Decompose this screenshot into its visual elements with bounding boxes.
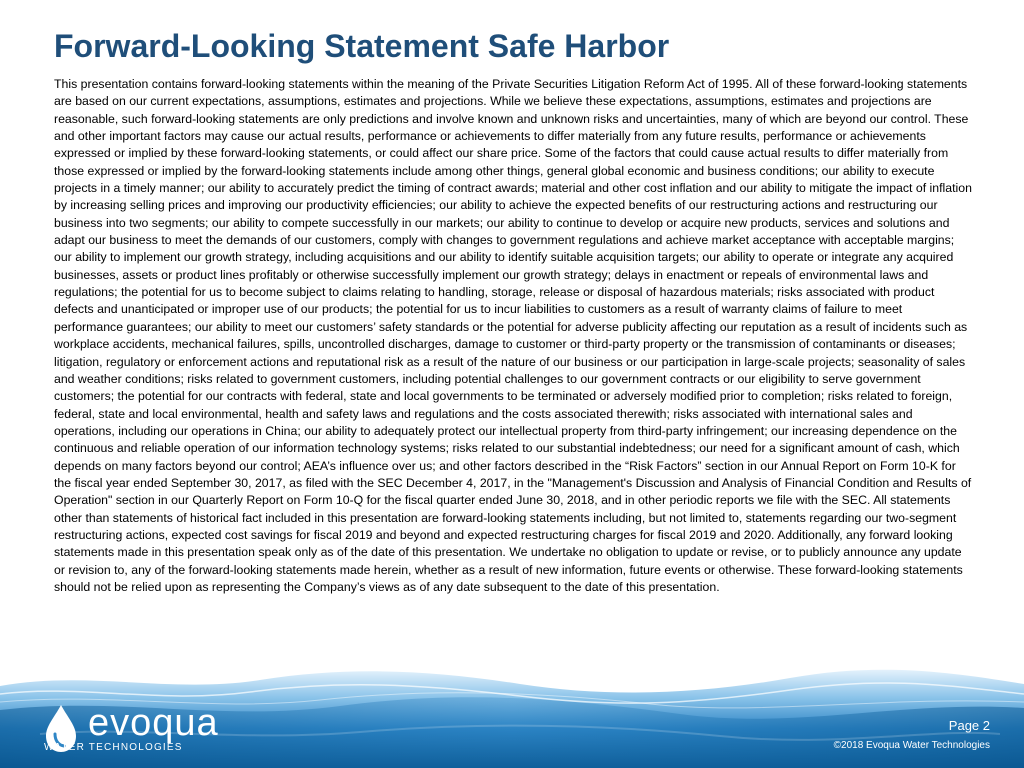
logo-wordmark: evoqua <box>88 702 219 744</box>
evoqua-logo <box>44 704 274 756</box>
safe-harbor-body-text: This presentation contains forward-looking statements within the meaning of the Private Securities Litigation Reform Act of 1995. All of these forward-looking statements are based on our current expectations, assumptions, estimates and projections. While we believe these expectations, assumptions, estimates and projections are reasonable, such forward-looking statements are only predictions and involve known and unknown risks and uncertainties, many of which are beyond our control. These and other important factors may cause our actual results, performance or achievements to differ materially from any future results, performance or achievements expressed or implied by these forward-looking statements, or could affect our share price. Some of the factors that could cause actual results to differ materially from those expressed or implied by the forward-looking statements include among other things, general global economic and business conditions; our ability to execute projects in a timely manner; our ability to accurately predict the timing of contract awards; material and other cost inflation and our ability to mitigate the impact of inflation by increasing selling prices and improving our productivity efficiencies; our ability to achieve the expected benefits of our restructuring actions and restructuring our business into two segments; our ability to compete successfully in our markets; our ability to continue to develop or acquire new products, services and solutions and adapt our business to meet the demands of our customers, comply with changes to government regulations and achieve market acceptance with acceptable margins; our ability to implement our growth strategy, including acquisitions and our ability to identify suitable acquisition targets; our ability to operate or integrate any acquired businesses, assets or product lines profitably or otherwise successfully implement our growth strategy; delays in enactment or repeals of environmental laws and regulations; the potential for us to become subject to claims relating to handling, storage, release or disposal of hazardous materials; risks associated with product defects and unanticipated or improper use of our products; the potential for us to incur liabilities to customers as a result of warranty claims of failure to meet performance guarantees; our ability to meet our customers’ safety standards or the potential for adverse publicity affecting our reputation as a result of incidents such as workplace accidents, mechanical failures, spills, uncontrolled discharges, damage to customer or third-party property or the transmission of contaminants or diseases; litigation, regulatory or enforcement actions and reputational risk as a result of the nature of our business or our participation in large-scale projects; seasonality of sales and weather conditions; risks related to government customers, including potential challenges to our government contracts or our eligibility to serve government customers; the potential for our contracts with federal, state and local governments to be terminated or adversely modified prior to completion; risks related to foreign, federal, state and local environmental, health and safety laws and regulations and the costs associated therewith; risks associated with international sales and operations, including our operations in China; our ability to adequately protect our intellectual property from third-party infringement; our increasing dependence on the continuous and reliable operation of our information technology systems; risks related to our substantial indebtedness; our need for a significant amount of cash, which depends on many factors beyond our control; AEA’s influence over us; and other factors described in the “Risk Factors” section in our Annual Report on Form 10-K for the fiscal year ended September 30, 2017, as filed with the SEC December 4, 2017, in the "Management's Discussion and Analysis of Financial Condition and Results of Operation" section in our Quarterly Report on Form 10-Q for the fiscal quarter ended June 30, 2018, and in other periodic reports we file with the SEC. All statements other than statements of historical fact included in this presentation are forward-looking statements including, but not limited to, statements regarding our two-segment restructuring actions, expected cost savings for fiscal 2019 and beyond and expected restructuring charges for fiscal 2019 and 2020. Additionally, any forward looking statements made in this presentation speak only as of the date of this presentation. We undertake no obligation to update or revise, or to publicly announce any update or revision to, any of the forward-looking statements made herein, whether as a result of new information, future events or otherwise. These forward-looking statements should not be relied upon as representing the Company’s views as of any date subsequent to the date of this presentation. <box>54 77 972 594</box>
copyright-notice: ©2018 Evoqua Water Technologies <box>833 740 990 751</box>
logo-tagline: WATER TECHNOLOGIES <box>44 742 183 753</box>
page-number: Page 2 <box>948 718 990 733</box>
slide-title: Forward-Looking Statement Safe Harbor <box>54 28 670 64</box>
